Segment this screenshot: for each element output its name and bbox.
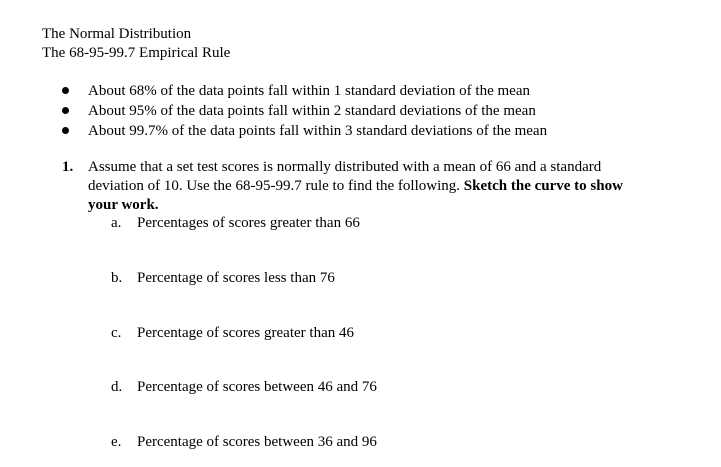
document-title: The Normal Distribution [42, 26, 192, 42]
question-instruction-bold: Sketch the curve to show [463, 178, 623, 194]
rule-item: About 99.7% of the data points fall within 3 standard deviations of the mean [88, 123, 548, 139]
bullet-dot-icon [62, 107, 69, 114]
question-text-line-2 [88, 177, 623, 195]
question-text-plain: deviation of 10. Use the 68-95-99.7 rule to find the following. [88, 178, 464, 194]
question-text-line-1: Assume that a set test scores is normally distributed with a mean of 66 and a standard [88, 159, 602, 175]
question-number: 1. [62, 159, 74, 175]
part-text: Percentage of scores greater than 46 [137, 325, 354, 341]
part-letter: b. [111, 270, 123, 286]
part-text: Percentage of scores between 36 and 96 [137, 434, 377, 450]
document-subtitle: The 68-95-99.7 Empirical Rule [42, 45, 231, 61]
question-instruction-bold-cont: your work. [88, 197, 159, 213]
bullet-dot-icon [62, 87, 69, 94]
part-letter: e. [111, 434, 122, 450]
rule-item: About 68% of the data points fall within 1 standard deviation of the mean [88, 83, 530, 99]
bullet-dot-icon [62, 127, 69, 134]
part-letter: a. [111, 215, 122, 231]
part-text: Percentages of scores greater than 66 [137, 215, 360, 231]
part-text: Percentage of scores less than 76 [137, 270, 335, 286]
part-letter: c. [111, 325, 122, 341]
part-letter: d. [111, 379, 123, 395]
rule-item: About 95% of the data points fall within 2 standard deviations of the mean [88, 103, 536, 119]
part-text: Percentage of scores between 46 and 76 [137, 379, 377, 395]
